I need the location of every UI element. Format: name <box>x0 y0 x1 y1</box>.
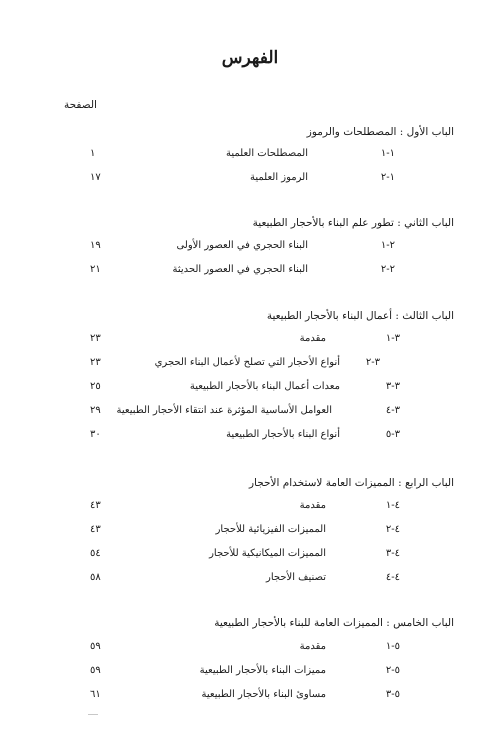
entry-page: ١ <box>90 148 96 159</box>
entry-label: مقدمة <box>299 333 326 344</box>
entry-label: المصطلحات العلمية <box>225 148 308 159</box>
page-title: الفهرس <box>221 48 279 68</box>
entry-page: ١٧ <box>90 172 101 183</box>
entry-page: ٥٤ <box>90 548 101 559</box>
entry-number: ٢-٢ <box>380 264 395 275</box>
entry-page: ٣٠ <box>90 429 101 440</box>
entry-number: ٥-٣ <box>385 689 400 700</box>
entry-label: البناء الحجري في العصور الأولى <box>176 240 308 251</box>
entry-number: ٤-٣ <box>385 548 400 559</box>
entry-number: ٢-١ <box>380 240 395 251</box>
entry-number: ٣-٣ <box>385 381 400 392</box>
entry-label: مقدمة <box>299 641 326 652</box>
entry-page: ٢٣ <box>90 333 101 344</box>
entry-number: ٤-٤ <box>385 572 400 583</box>
toc-entry[interactable] <box>0 689 500 705</box>
toc-entry[interactable] <box>0 572 500 588</box>
page-column-header: الصفحة <box>64 99 97 111</box>
divider <box>88 714 98 715</box>
entry-page: ٥٩ <box>90 665 101 676</box>
entry-label: أنواع البناء بالأحجار الطبيعية <box>226 429 340 440</box>
entry-label: معدات أعمال البناء بالأحجار الطبيعية <box>189 381 340 392</box>
entry-number: ١-٢ <box>380 172 395 183</box>
entry-label: مميزات البناء بالأحجار الطبيعية <box>199 665 326 676</box>
entry-number: ٣-٤ <box>385 405 400 416</box>
entry-label: الرموز العلمية <box>250 172 308 183</box>
entry-page: ٢٥ <box>90 381 101 392</box>
toc-entry[interactable] <box>0 641 500 657</box>
chapter-title: الباب الرابع : المميزات العامة لاستخدام الأحجار <box>248 477 454 489</box>
entry-page: ٢٩ <box>90 405 101 416</box>
chapter-title: الباب الأول : المصطلحات والرموز <box>306 126 454 138</box>
entry-number: ٤-٢ <box>385 524 400 535</box>
toc-entry[interactable] <box>0 548 500 564</box>
toc-entry[interactable] <box>0 500 500 516</box>
toc-entry[interactable] <box>0 333 500 349</box>
entry-label: المميزات الفيزيائية للأحجار <box>215 524 326 535</box>
toc-entry[interactable] <box>0 357 500 373</box>
entry-number: ٣-١ <box>385 333 400 344</box>
entry-number: ١-١ <box>380 148 395 159</box>
entry-number: ٣-٥ <box>385 429 400 440</box>
entry-page: ٥٩ <box>90 641 101 652</box>
entry-page: ٢١ <box>90 264 101 275</box>
chapter-title: الباب الثالث : أعمال البناء بالأحجار الطبيعية <box>266 310 454 322</box>
entry-number: ٤-١ <box>385 500 400 511</box>
toc-entry[interactable] <box>0 429 500 445</box>
entry-number: ٥-١ <box>385 641 400 652</box>
toc-entry[interactable] <box>0 381 500 397</box>
entry-number: ٣-٢ <box>365 357 380 368</box>
entry-page: ٢٣ <box>90 357 101 368</box>
toc-entry[interactable] <box>0 665 500 681</box>
entry-page: ٤٣ <box>90 524 101 535</box>
entry-page: ٦١ <box>90 689 101 700</box>
entry-label: تصنيف الأحجار <box>265 572 326 583</box>
chapter-title: الباب الثاني : تطور علم البناء بالأحجار الطبيعية <box>252 217 454 229</box>
toc-entry[interactable] <box>0 172 500 188</box>
toc-entry[interactable] <box>0 405 500 421</box>
entry-label: المميزات الميكانيكية للأحجار <box>209 548 326 559</box>
entry-page: ٤٣ <box>90 500 101 511</box>
entry-label: مقدمة <box>299 500 326 511</box>
toc-entry[interactable] <box>0 524 500 540</box>
entry-label: أنواع الأحجار التي تصلح لأعمال البناء الحجري <box>154 357 340 368</box>
chapter-title: الباب الخامس : المميزات العامة للبناء بالأحجار الطبيعية <box>214 617 454 629</box>
entry-page: ١٩ <box>90 240 101 251</box>
toc-entry[interactable] <box>0 240 500 256</box>
entry-label: العوامل الأساسية المؤثرة عند انتقاء الأحجار الطبيعية <box>116 405 332 416</box>
entry-label: مساوئ البناء بالأحجار الطبيعية <box>201 689 326 700</box>
toc-entry[interactable] <box>0 264 500 280</box>
toc-entry[interactable] <box>0 148 500 164</box>
entry-label: البناء الحجري في العصور الحديثة <box>172 264 308 275</box>
entry-page: ٥٨ <box>90 572 101 583</box>
entry-number: ٥-٢ <box>385 665 400 676</box>
